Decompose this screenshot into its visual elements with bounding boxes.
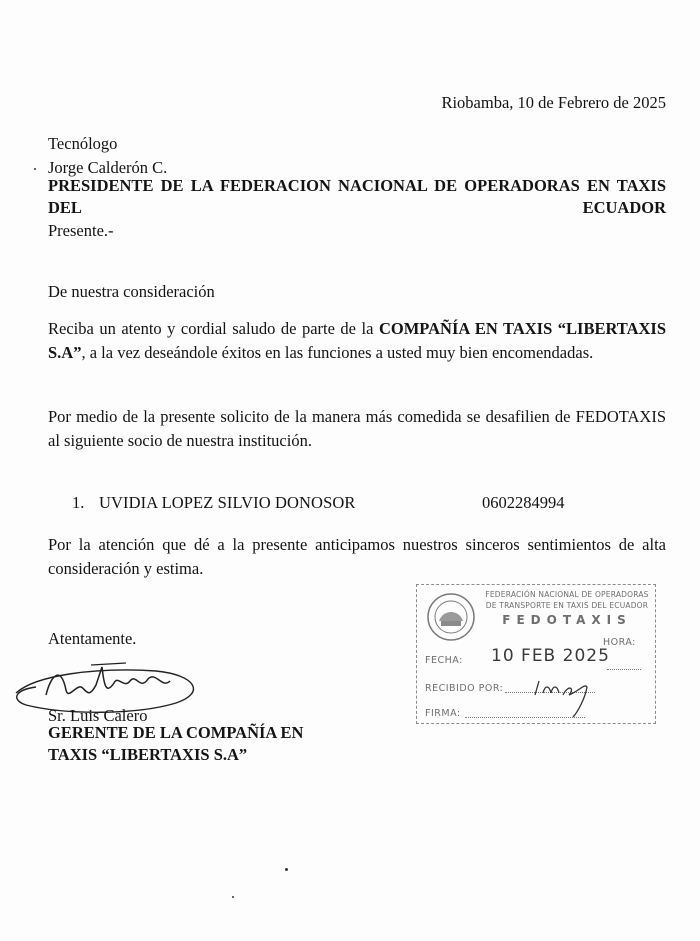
letter-date: Riobamba, 10 de Febrero de 2025: [441, 93, 666, 112]
paragraph-intro-lead: Reciba un atento y cordial saludo de parte de la: [48, 319, 379, 338]
stamp-fecha-label: FECHA:: [425, 655, 463, 666]
federation-seal-icon: [425, 591, 477, 643]
member-number: 1.: [72, 493, 85, 512]
stamp-date: 10 FEB 2025: [491, 646, 610, 666]
greeting: De nuestra consideración: [48, 282, 215, 301]
paper-speck: [285, 868, 288, 871]
stamp-firma-line: [465, 717, 585, 718]
stamp-org-line2: DE TRANSPORTE EN TAXIS DEL ECUADOR: [485, 601, 649, 610]
signer-name: Sr. Luis Calero: [48, 706, 148, 725]
receiver-initials: [529, 673, 599, 721]
reception-stamp: [416, 584, 656, 724]
closing-salutation: Atentamente.: [48, 629, 137, 648]
paragraph-closing: Por la atención que dé a la presente anticipamos nuestros sinceros sentimientos de alta consideración y estima.: [48, 535, 666, 578]
recipient-role: PRESIDENTE DE LA FEDERACION NACIONAL DE OPERADORAS EN TAXIS DEL ECUADOR: [48, 176, 666, 217]
company-name: COMPAÑÍA EN TAXIS “LIBERTAXIS S.A”: [48, 319, 666, 362]
member-id: 0602284994: [482, 493, 565, 512]
member-name: UVIDIA LOPEZ SILVIO DONOSOR: [99, 493, 356, 512]
paragraph-intro-tail: , a la vez deseándole éxitos en las funciones a usted muy bien encomendadas.: [81, 343, 594, 362]
signer-role: GERENTE DE LA COMPAÑÍA EN TAXIS “LIBERTAXIS S.A”: [48, 723, 304, 764]
stamp-hora-label: HORA:: [603, 637, 636, 648]
paper-speck: [34, 168, 36, 170]
paper-speck: [232, 896, 234, 898]
paragraph-intro: [48, 317, 666, 365]
stamp-recibido-label: RECIBIDO POR:: [425, 683, 504, 694]
stamp-brand: FEDOTAXIS: [502, 613, 632, 627]
stamp-org-line1: FEDERACIÓN NACIONAL DE OPERADORAS: [485, 590, 649, 599]
recipient-name: Jorge Calderón C.: [48, 158, 168, 177]
stamp-firma-label: FIRMA:: [425, 708, 461, 719]
recipient-present: Presente.-: [48, 221, 114, 240]
stamp-org: [479, 589, 655, 611]
paragraph-request: Por medio de la presente solicito de la manera más comedida se desafilien de FEDOTAXIS al siguiente socio de nuestra institución.: [48, 407, 666, 450]
stamp-hora-line: [607, 669, 641, 670]
recipient-title: Tecnólogo: [48, 134, 118, 153]
